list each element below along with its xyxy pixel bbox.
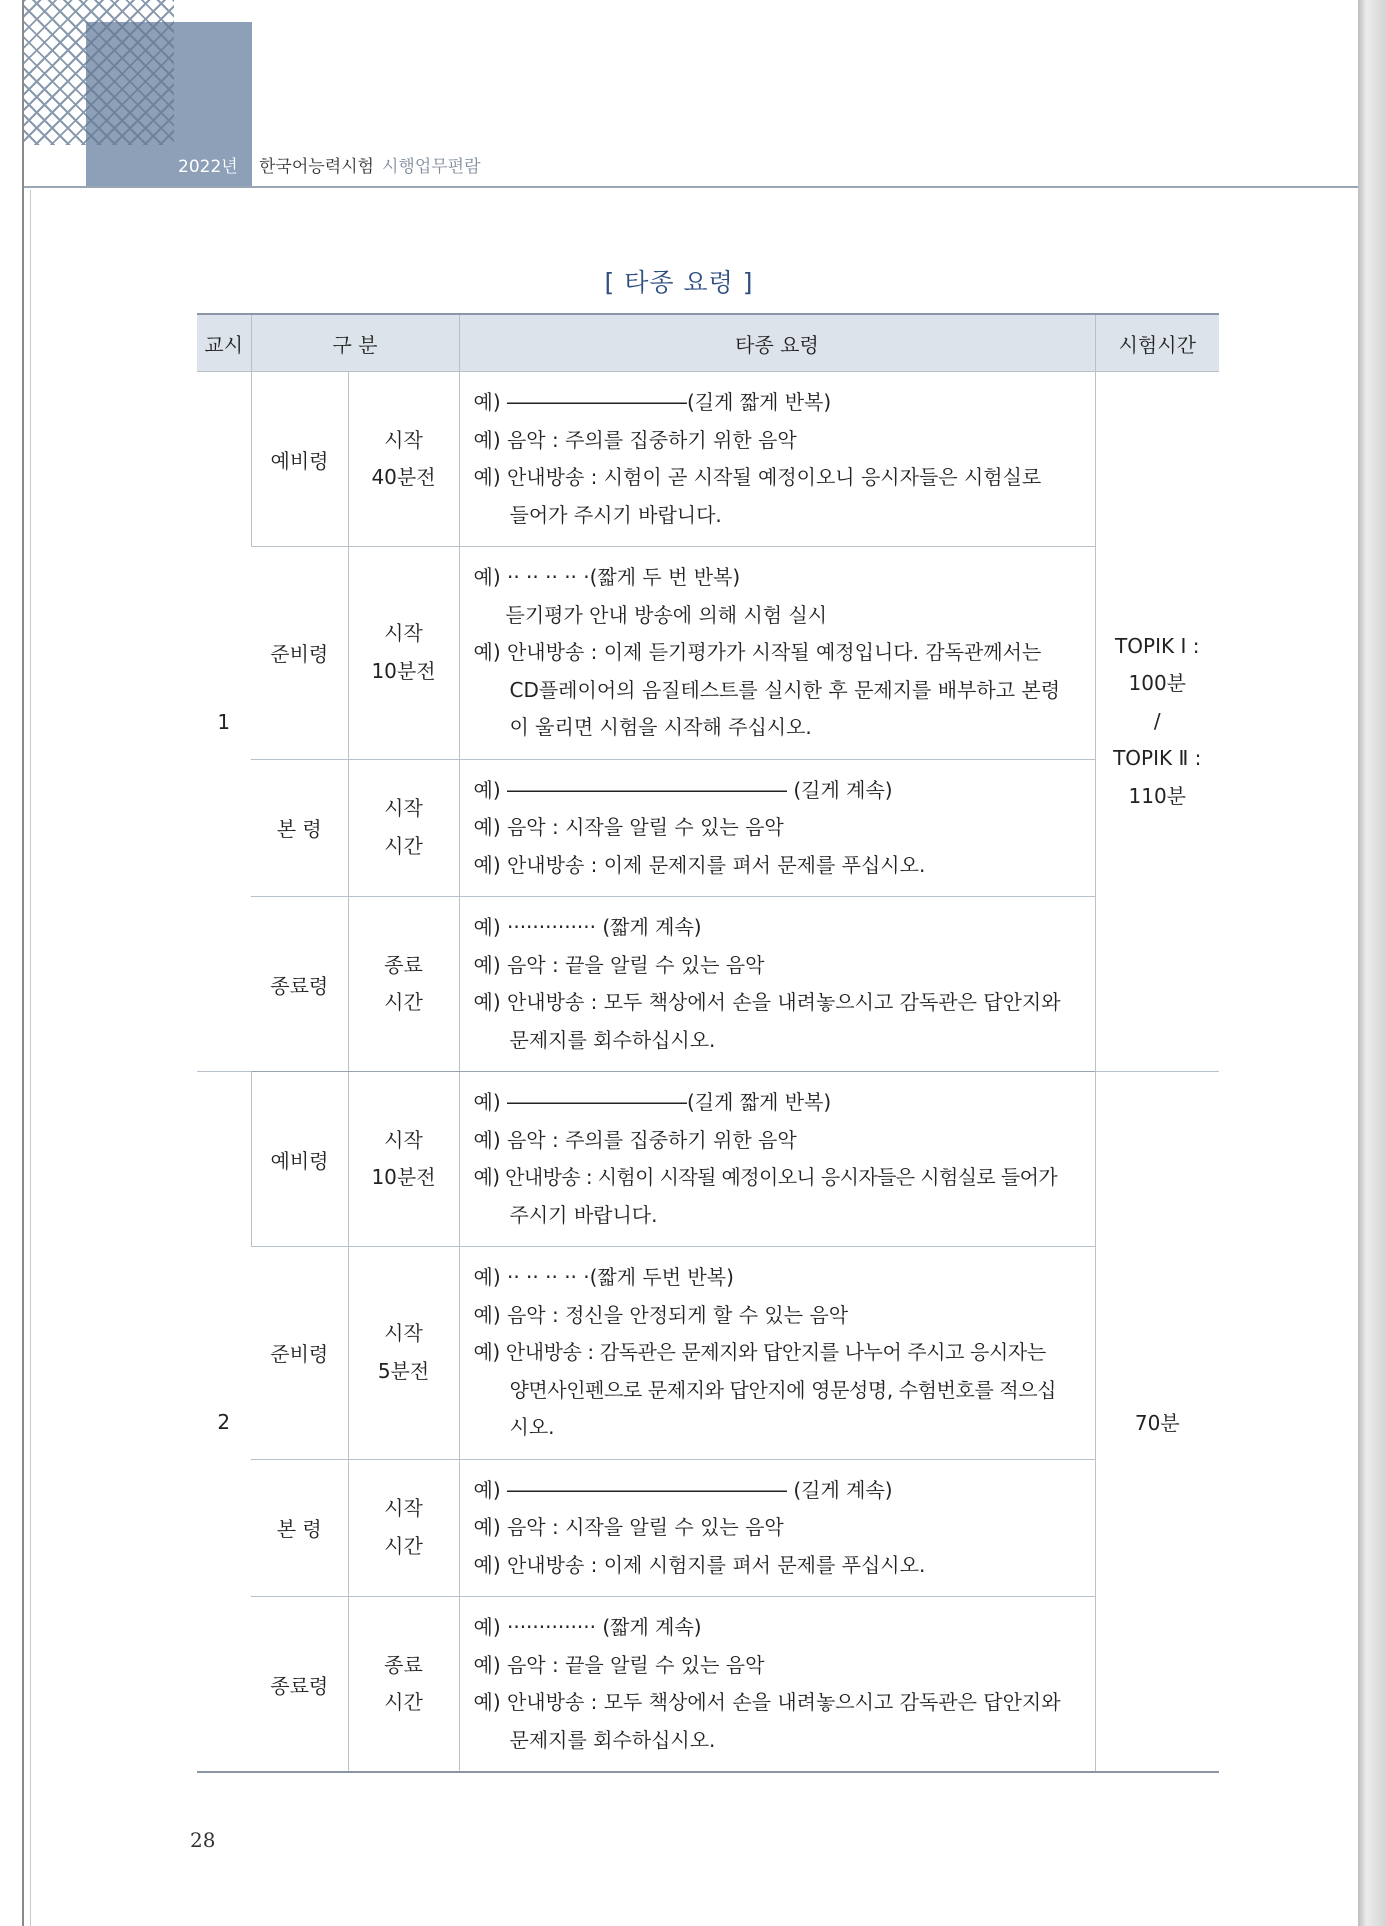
- procedure-line: 주시기 바랍니다.: [509, 1202, 658, 1227]
- procedure-line: 예) 안내방송 : 이제 시험지를 펴서 문제를 푸십시오.: [473, 1552, 926, 1577]
- signal-timing: [348, 372, 459, 547]
- procedure-line: 양면사인펜으로 문제지와 답안지에 영문성명, 수험번호를 적으십: [509, 1377, 1057, 1402]
- procedure-line: 예) ―――――――――――――― (길게 계속): [473, 1477, 893, 1502]
- signal-name: 예비령: [251, 372, 348, 547]
- exam-time-line: 110분: [1128, 783, 1186, 808]
- procedure-line: 예) ·· ·· ·· ·· ·(짧게 두 번 반복): [473, 565, 741, 589]
- header-category: 구 분: [251, 314, 459, 372]
- procedure-line: 예) 음악 : 시작을 알릴 수 있는 음악: [473, 1515, 784, 1539]
- header-year: 2022년: [178, 157, 238, 177]
- timing-line: 시작: [384, 621, 423, 646]
- table-row: [197, 372, 1219, 547]
- timing-line: 시간: [384, 1690, 423, 1714]
- procedure-line: 예) ―――――――――(길게 짧게 반복): [473, 1090, 832, 1114]
- timing-line: 시작: [384, 1321, 423, 1346]
- timing-line: 시간: [384, 990, 423, 1014]
- bell-procedure-table: [197, 313, 1219, 1773]
- procedure-line: 예) 안내방송 : 모두 책상에서 손을 내려놓으시고 감독관은 답안지와: [473, 990, 1061, 1014]
- timing-line: 10분전: [371, 1165, 436, 1189]
- exam-time-line: TOPIK Ⅰ :: [1115, 633, 1200, 658]
- signal-name: 예비령: [251, 1072, 348, 1247]
- exam-time-line: TOPIK Ⅱ :: [1113, 746, 1202, 771]
- period-cell: 2: [197, 1072, 251, 1773]
- procedure-content: [459, 897, 1095, 1072]
- procedure-content: [459, 372, 1095, 547]
- procedure-line: 예) 안내방송 : 이제 듣기평가가 시작될 예정입니다. 감독관께서는: [473, 640, 1042, 664]
- header-subtitle: 시행업무편람: [381, 157, 481, 177]
- period-cell: 1: [197, 372, 251, 1072]
- table-row: [197, 1072, 1219, 1247]
- procedure-content: [459, 1459, 1095, 1597]
- signal-name: 종료령: [251, 897, 348, 1072]
- header-block-pattern: [86, 22, 174, 145]
- signal-timing: [348, 759, 459, 897]
- timing-line: 5분전: [377, 1358, 430, 1383]
- procedure-line: 예) 안내방송 : 시험이 곧 시작될 예정이오니 응시자들은 시험실로: [473, 465, 1042, 489]
- table-row: [197, 1459, 1219, 1597]
- procedure-line: 예) 안내방송 : 모두 책상에서 손을 내려놓으시고 감독관은 답안지와: [473, 1690, 1061, 1714]
- table-header-row: [197, 314, 1219, 372]
- signal-timing: [348, 1247, 459, 1460]
- procedure-content: [459, 1247, 1095, 1460]
- procedure-line: CD플레이어의 음질테스트를 실시한 후 문제지를 배부하고 본령: [509, 677, 1061, 702]
- header-title-text: 한국어능력시험: [259, 157, 374, 177]
- exam-time-line: 100분: [1128, 671, 1186, 696]
- procedure-line: 예) ·· ·· ·· ·· ·(짧게 두번 반복): [473, 1265, 734, 1289]
- timing-line: 시작: [384, 1496, 423, 1521]
- procedure-line: 예) 음악 : 정신을 안정되게 할 수 있는 음악: [473, 1302, 849, 1327]
- exam-time-cell: 70분: [1095, 1072, 1219, 1773]
- procedure-line: 예) 음악 : 주의를 집중하기 위한 음악: [473, 427, 797, 452]
- signal-name: 종료령: [251, 1597, 348, 1773]
- procedure-content: [459, 1072, 1095, 1247]
- timing-line: 종료: [384, 952, 423, 977]
- signal-timing: [348, 897, 459, 1072]
- header-rule: [24, 186, 1358, 188]
- page-number: 28: [190, 1828, 216, 1852]
- timing-line: 종료: [384, 1652, 423, 1677]
- exam-time-cell: [1095, 372, 1219, 1072]
- procedure-line: 예) ·············· (짧게 계속): [473, 915, 702, 939]
- procedure-content: [459, 759, 1095, 897]
- timing-line: 시간: [384, 833, 423, 858]
- procedure-line: 예) ·············· (짧게 계속): [473, 1615, 702, 1639]
- signal-timing: [348, 1072, 459, 1247]
- timing-line: 시간: [384, 1533, 423, 1558]
- signal-timing: [348, 1459, 459, 1597]
- table-row: [197, 759, 1219, 897]
- header-title: [259, 152, 481, 177]
- timing-line: 40분전: [371, 465, 436, 489]
- timing-line: 10분전: [371, 658, 436, 683]
- procedure-line: 들어가 주시기 바랍니다.: [509, 502, 722, 527]
- procedure-line: 문제지를 회수하십시오.: [509, 1727, 716, 1752]
- signal-name: 준비령: [251, 1247, 348, 1460]
- procedure-content: [459, 1597, 1095, 1773]
- table-row: [197, 547, 1219, 760]
- procedure-line: 예) 음악 : 시작을 알릴 수 있는 음악: [473, 815, 784, 839]
- signal-name: 본 령: [251, 1459, 348, 1597]
- header-procedure: 타종 요령: [459, 314, 1095, 372]
- procedure-line: 예) 안내방송 : 시험이 시작될 예정이오니 응시자들은 시험실로 들어가: [473, 1165, 1058, 1189]
- procedure-content: [459, 547, 1095, 760]
- procedure-line: 예) 음악 : 주의를 집중하기 위한 음악: [473, 1127, 797, 1152]
- exam-time-line: /: [1153, 708, 1161, 733]
- timing-line: 시작: [384, 427, 423, 452]
- section-title: [ 타종 요령 ]: [604, 268, 754, 297]
- procedure-line: 예) 음악 : 끝을 알릴 수 있는 음악: [473, 1652, 765, 1677]
- header-period: 교시: [197, 314, 251, 372]
- procedure-line: 예) ―――――――――(길게 짧게 반복): [473, 390, 832, 414]
- procedure-line: 듣기평가 안내 방송에 의해 시험 실시: [505, 602, 828, 627]
- procedure-line: 예) ―――――――――――――― (길게 계속): [473, 777, 893, 802]
- table-row: [197, 1597, 1219, 1773]
- signal-name: 본 령: [251, 759, 348, 897]
- header-exam-time: 시험시간: [1095, 314, 1219, 372]
- signal-timing: [348, 547, 459, 760]
- procedure-line: 이 울리면 시험을 시작해 주십시오.: [509, 715, 812, 739]
- signal-name: 준비령: [251, 547, 348, 760]
- procedure-line: 예) 안내방송 : 이제 문제지를 펴서 문제를 푸십시오.: [473, 852, 926, 877]
- procedure-line: 예) 음악 : 끝을 알릴 수 있는 음악: [473, 952, 765, 977]
- timing-line: 시작: [384, 1127, 423, 1152]
- table-row: [197, 1247, 1219, 1460]
- signal-timing: [348, 1597, 459, 1773]
- procedure-line: 문제지를 회수하십시오.: [509, 1027, 716, 1052]
- procedure-line: 예) 안내방송 : 감독관은 문제지와 답안지를 나누어 주시고 응시자는: [473, 1340, 1046, 1364]
- binding-line-inner: [30, 190, 31, 1926]
- table-row: [197, 897, 1219, 1072]
- procedure-line: 시오.: [509, 1415, 555, 1439]
- timing-line: 시작: [384, 796, 423, 821]
- page-edge-shadow: [1358, 0, 1386, 1926]
